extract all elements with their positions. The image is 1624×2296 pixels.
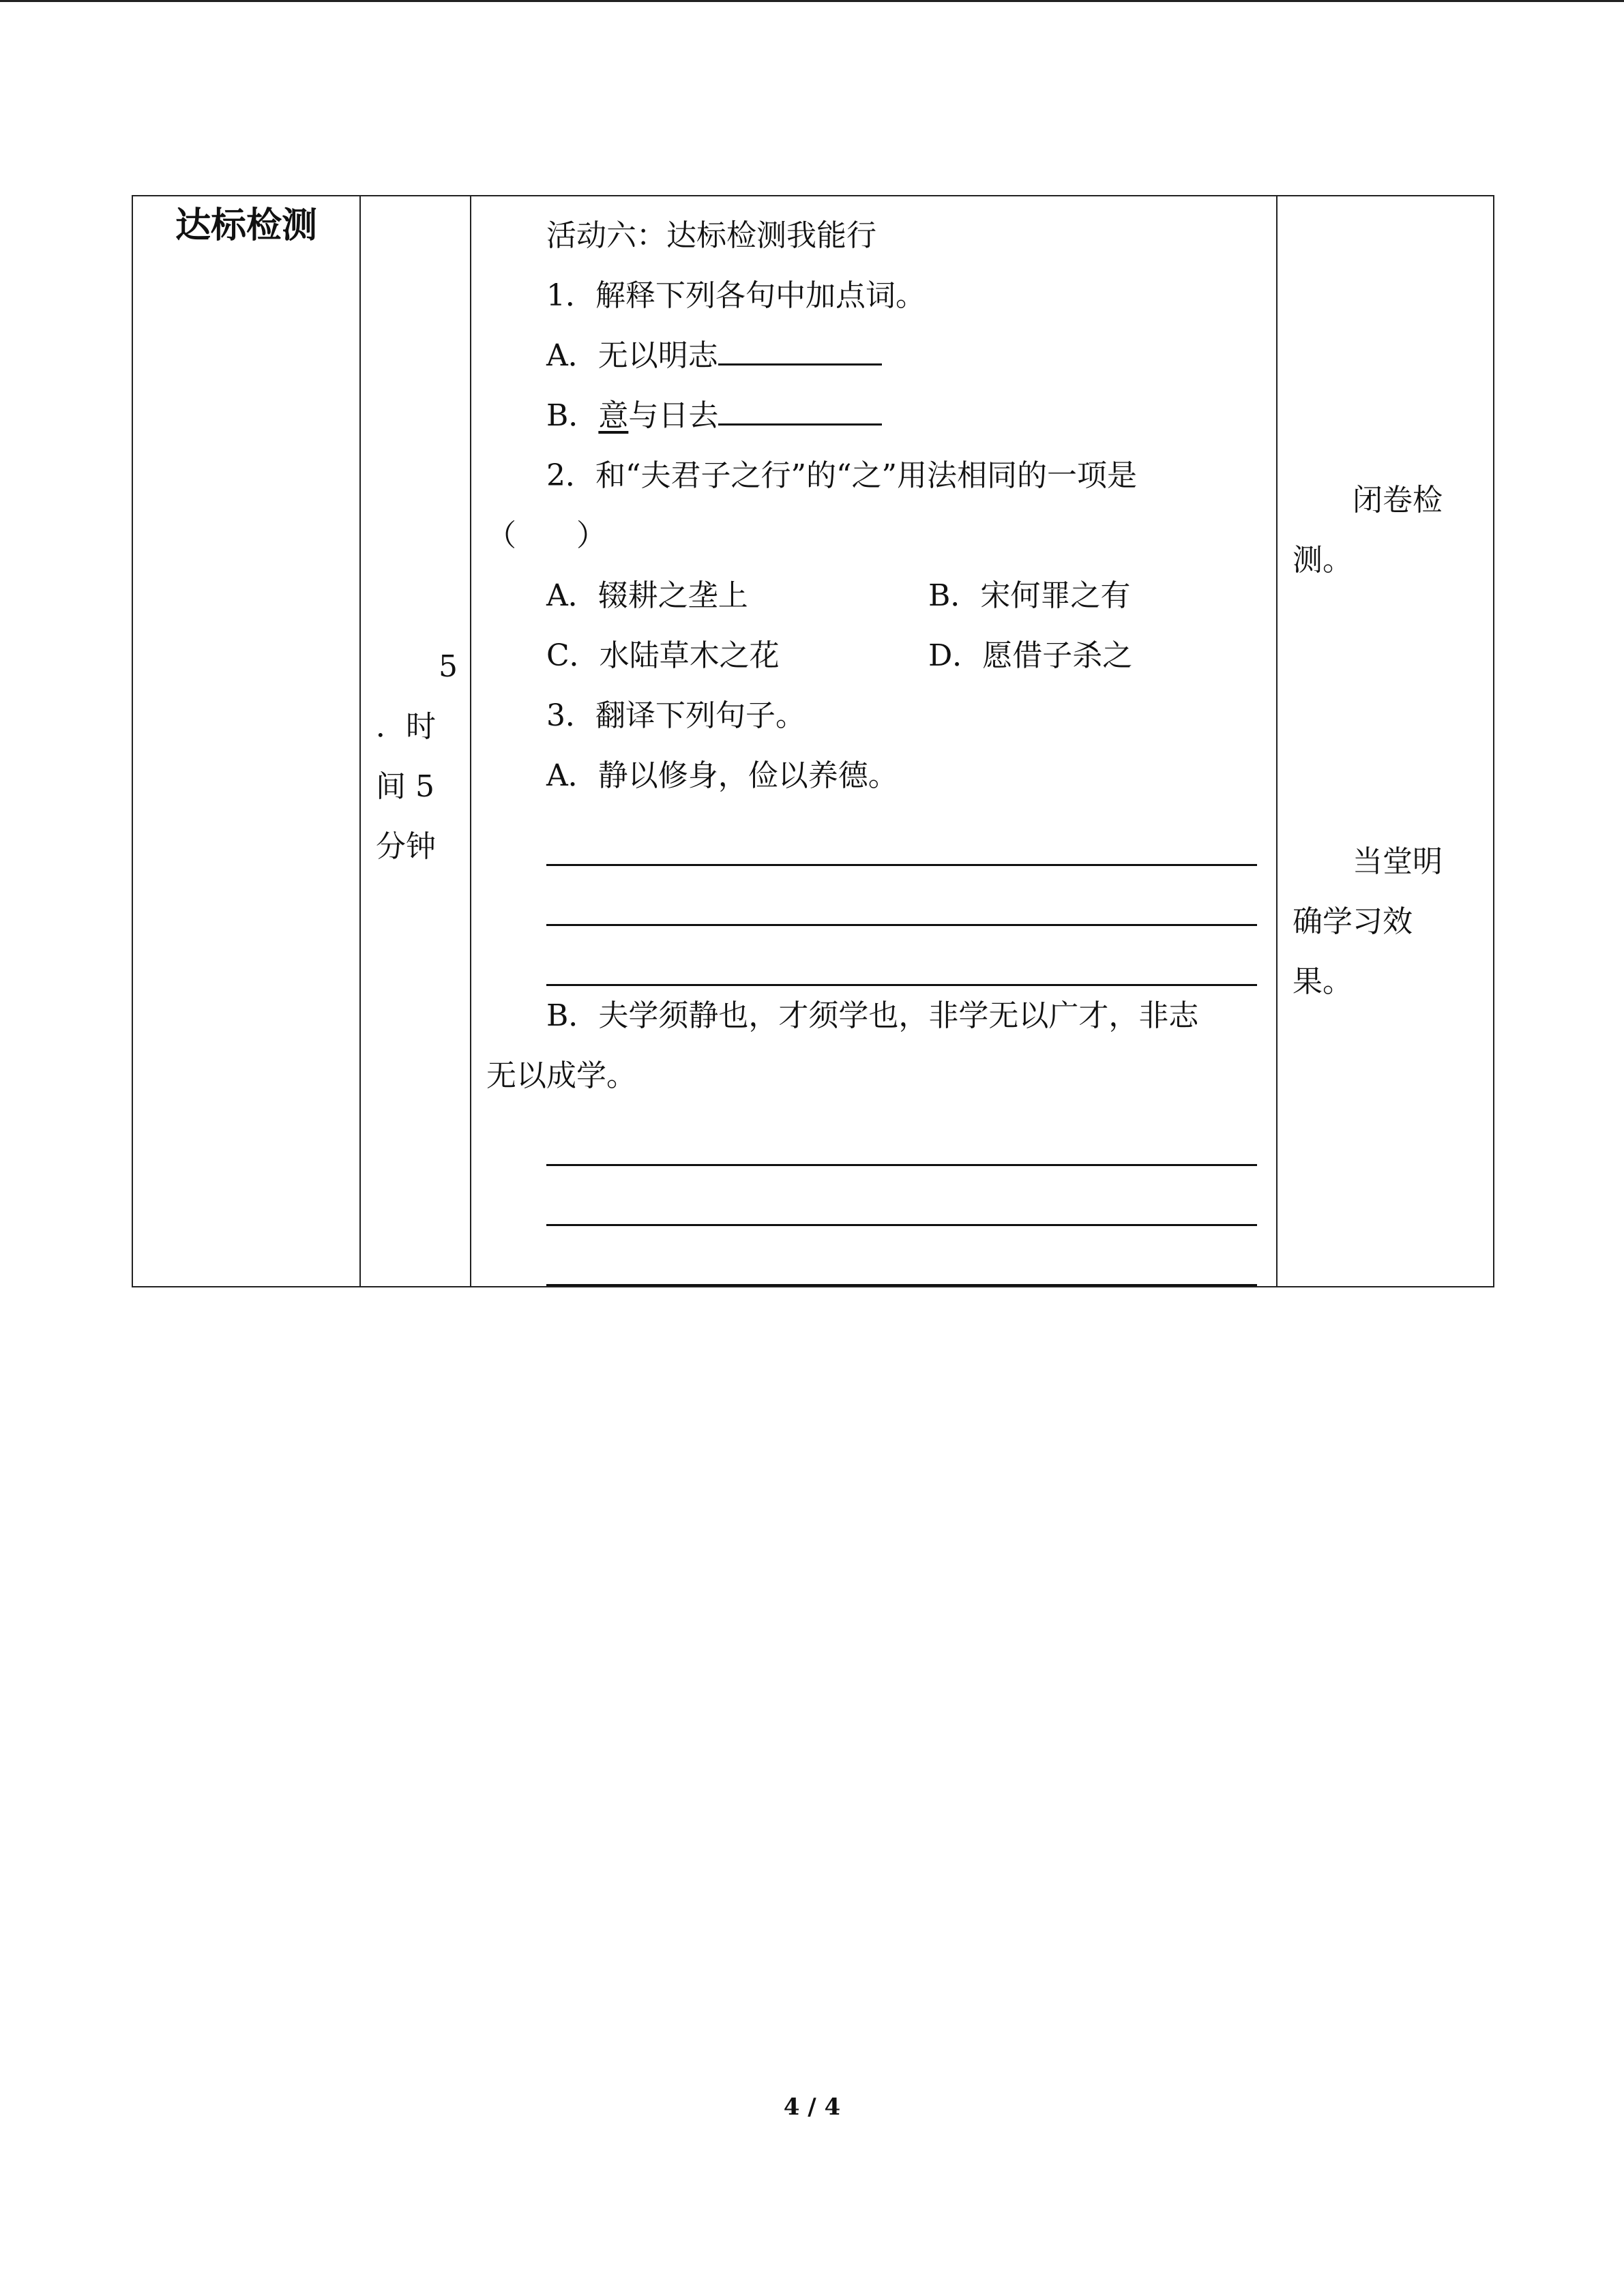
time-line: 分钟 (376, 829, 436, 864)
time-number: 5 (439, 649, 458, 684)
fill-blank[interactable] (718, 329, 882, 366)
option-d: D．愿借子杀之 (928, 638, 1133, 673)
fill-blank[interactable] (718, 389, 882, 426)
note-learning-effect (1278, 591, 1493, 1012)
question-3-item-a: A．静以修身，俭以养德。 (546, 758, 898, 793)
answer-line[interactable] (546, 1106, 1257, 1166)
stage-cell (132, 196, 360, 1287)
time-text (361, 196, 470, 877)
table-row (132, 196, 1494, 1287)
stage-title: 达标检测 (175, 205, 317, 246)
question-1: 1．解释下列各句中加点词。 (546, 278, 926, 313)
page-number: 4 / 4 (783, 2093, 841, 2121)
question-1-item-a-text: A．无以明志 (546, 338, 718, 373)
item-b-prefix: B． (546, 398, 599, 433)
note-closed-book (1278, 196, 1493, 591)
time-line: ．时 (376, 709, 436, 744)
option-a: A．辍耕之垄上 (546, 578, 748, 613)
question-2: 2．和“夫君子之行”的“之”用法相同的一项是 (546, 458, 1137, 493)
answer-line[interactable] (546, 866, 1257, 926)
question-2-bracket: （ ） (486, 518, 606, 553)
time-cell (360, 196, 471, 1287)
question-1-item-a (486, 326, 1264, 386)
options-row (486, 566, 1264, 626)
note-line: 测。 (1293, 543, 1353, 578)
activity-heading: 活动六：达标检测我能行 (546, 218, 876, 253)
activity-content (471, 196, 1276, 1286)
question-3-item-b-cont: 无以成学。 (486, 1058, 636, 1093)
notes-cell (1277, 196, 1494, 1287)
content-cell (471, 196, 1277, 1287)
item-b-rest: 与日去 (628, 398, 719, 433)
time-line: 间 5 (376, 769, 434, 804)
note-line: 闭卷检 (1353, 483, 1443, 518)
answer-line[interactable] (546, 806, 1257, 866)
answer-line[interactable] (546, 926, 1257, 986)
note-line: 果。 (1293, 964, 1353, 999)
dotted-word: 意 (598, 398, 629, 433)
question-3: 3．翻译下列句子。 (546, 698, 806, 733)
option-c: C．水陆草木之花 (546, 638, 780, 673)
question-3-item-b: B．夫学须静也，才须学也，非学无以广才，非志 (546, 998, 1199, 1033)
answer-line[interactable] (546, 1226, 1257, 1286)
question-1-item-b (486, 386, 1264, 446)
note-line: 当堂明 (1353, 844, 1443, 879)
options-row (486, 626, 1264, 686)
page-top-border (0, 0, 1624, 2)
lesson-plan-table (132, 195, 1494, 1287)
note-line: 确学习效 (1293, 904, 1413, 939)
option-b: B．宋何罪之有 (928, 578, 1131, 613)
answer-line[interactable] (546, 1166, 1257, 1226)
